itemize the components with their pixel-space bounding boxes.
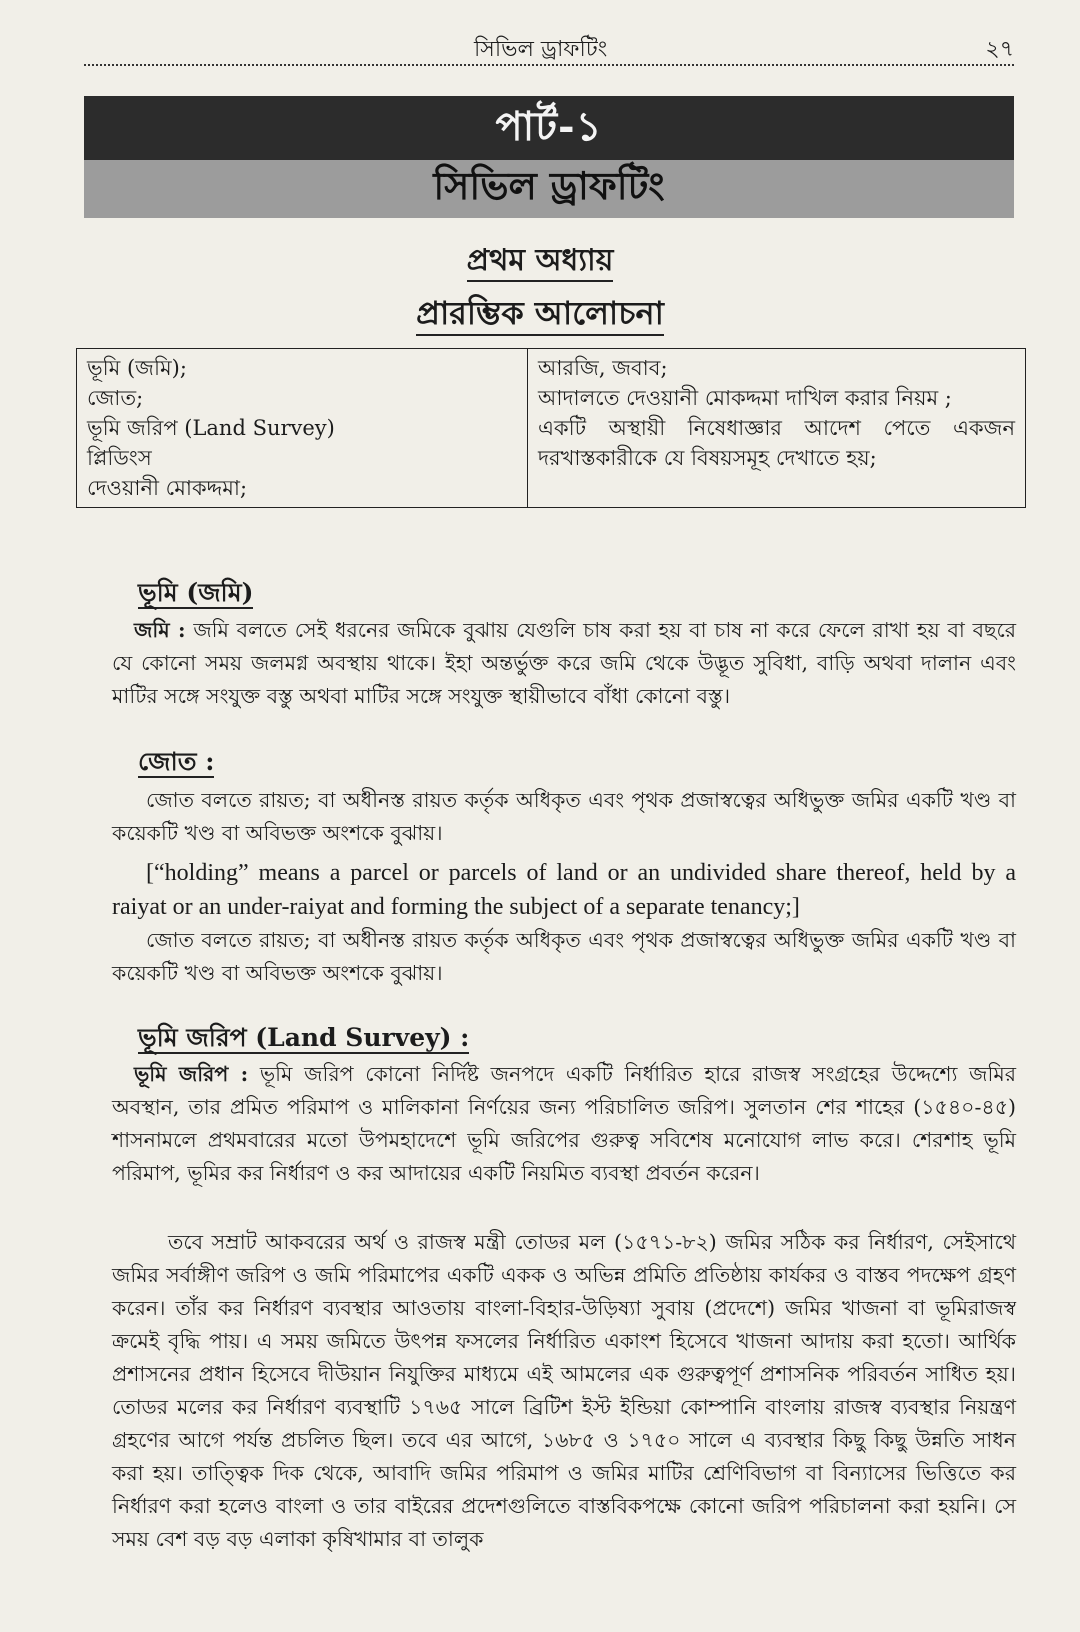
holding-paragraph-2: জোত বলতে রায়ত; বা অধীনস্ত রায়ত কর্তৃক অধিকৃত এবং পৃথক প্রজাস্বত্বের অধিভুক্ত জমির একটি খণ্ড বা কয়েকটি খণ্ড বা অবিভক্ত অংশকে বুঝায়। bbox=[112, 928, 1016, 985]
survey-term: ভূমি জরিপ : bbox=[134, 1062, 249, 1086]
topic-item: আদালতে দেওয়ানী মোকদ্দমা দাখিল করার নিয়ম ; bbox=[538, 386, 952, 410]
topic-item: প্লিডিংস bbox=[87, 446, 152, 470]
topic-item: জোত; bbox=[87, 386, 144, 410]
topics-table bbox=[76, 348, 1026, 508]
survey-paragraph-2: তবে সম্রাট আকবরের অর্থ ও রাজস্ব মন্ত্রী তোডর মল (১৫৭১-৮২) জমির সঠিক কর নির্ধারণ, সেইসাথে জমির সর্বাঙ্গীণ জরিপ ও জমি পরিমাপের একটি একক ও অভিন্ন প্রমিতি প্রতিষ্ঠায় কার্যকর ও বাস্তব পদক্ষেপ গ্রহণ করেন। তাঁর কর নির্ধারণ ব্যবস্থার আওতায় বাংলা-বিহার-উড়িষ্যা সুবায় (প্রদেশে) জমির খাজনা বা ভূমিরাজস্ব ক্রমেই বৃদ্ধি পায়। এ সময় জমিতে উৎপন্ন ফসলের নির্ধারিত একাংশ হিসেবে খাজনা আদায় করা হতো। আর্থিক প্রশাসনের প্রধান হিসেবে দীউয়ান নিযুক্তির মাধ্যমে এই আমলের এক গুরুত্বপূর্ণ প্রশাসনিক পরিবর্তন সাধিত হয়। তোডর মলের কর নির্ধারণ ব্যবস্থাটি ১৭৬৫ সালে ব্রিটিশ ইস্ট ইন্ডিয়া কোম্পানি বাংলায় রাজস্ব ব্যবস্থার নিয়ন্ত্রণ গ্রহণের আগে পর্যন্ত প্রচলিত ছিল। তবে এর আগে, ১৬৮৫ ও ১৭৫০ সালে এ ব্যবস্থার কিছু কিছু উন্নতি সাধন করা হয়। তাত্ত্বিক দিক থেকে, আবাদি জমির পরিমাপ ও জমির মাটির শ্রেণিবিভাগ বা বিন্যাসের ভিত্তিতে কর নির্ধারণ করা হলেও বাংলা ও তার বাইরের প্রদেশগুলিতে বাস্তবিকপক্ষে কোনো জরিপ পরিচালনা করা হয়নি। সে সময় বেশ বড় বড় এলাকা কৃষিখামার বা তালুক bbox=[112, 1230, 1016, 1551]
land-text: জমি বলতে সেই ধরনের জমিকে বুঝায় যেগুলি চাষ করা হয় বা চাষ না করে ফেলে রাখা হয় বা বছরে যে কোনো সময় জলমগ্ন অবস্থায় থাকে। ইহা অন্তর্ভুক্ত করে জমি থেকে উদ্ভূত সুবিধা, বাড়ি অথবা দালান এবং মাটির সঙ্গে সংযুক্ত বস্তু অথবা মাটির সঙ্গে সংযুক্ত স্থায়ীভাবে বাঁধা কোনো বস্তু। bbox=[112, 618, 1016, 708]
survey-text-1: ভূমি জরিপ কোনো নির্দিষ্ট জনপদে একটি নির্ধারিত হারে রাজস্ব সংগ্রহের উদ্দেশ্যে জমির অবস্থান, তার প্রমিত পরিমাপ ও মালিকানা নির্ণয়ের জন্য পরিচালিত জরিপ। সুলতান শের শাহের (১৫৪০-৪৫) শাসনামলে প্রথমবারের মতো উপমহাদেশে ভূমি জরিপের গুরুত্ব সবিশেষ মনোযোগ লাভ করে। শেরশাহ ভূমি পরিমাপ, ভূমির কর নির্ধারণ ও কর আদায়ের একটি নিয়মিত ব্যবস্থা প্রবর্তন করেন। bbox=[112, 1062, 1016, 1185]
topics-left-column bbox=[77, 349, 528, 508]
subject-band bbox=[84, 160, 1014, 218]
page-number: ২৭ bbox=[985, 37, 1014, 62]
survey-paragraph-1 bbox=[112, 1058, 1016, 1190]
topic-item: দরখাস্তকারীকে যে বিষয়সমূহ দেখাতে হয়; bbox=[538, 446, 877, 470]
subject-title: সিভিল ড্রাফটিং bbox=[433, 163, 665, 208]
holding-paragraph-1: জোত বলতে রায়ত; বা অধীনস্ত রায়ত কর্তৃক অধিকৃত এবং পৃথক প্রজাস্বত্বের অধিভুক্ত জমির একটি খণ্ড বা কয়েকটি খণ্ড বা অবিভক্ত অংশকে বুঝায়। bbox=[112, 788, 1016, 845]
section-heading-survey: ভূমি জরিপ (Land Survey) : bbox=[138, 1023, 470, 1052]
topics-right-column bbox=[528, 349, 1026, 508]
land-term: জমি : bbox=[134, 618, 186, 642]
running-title: সিভিল ড্রাফটিং bbox=[474, 37, 608, 62]
part-title: পার্ট-১ bbox=[495, 102, 603, 150]
land-paragraph bbox=[112, 614, 1016, 713]
topic-item: ভূমি জরিপ (Land Survey) bbox=[87, 416, 335, 440]
section-heading-land: ভূমি (জমি) bbox=[138, 578, 254, 607]
topic-item: দেওয়ানী মোকদ্দমা; bbox=[87, 476, 248, 500]
section-heading-holding: জোত : bbox=[138, 747, 215, 776]
chapter-subtitle: প্রারম্ভিক আলোচনা bbox=[0, 288, 1080, 342]
running-header bbox=[84, 28, 1014, 66]
holding-english-definition: [“holding” means a parcel or parcels of land or an undivided share thereof, held by a raiyat or an under-raiyat and forming the subject of a separate tenancy;] bbox=[112, 860, 1016, 920]
topic-item: আরজি, জবাব; bbox=[538, 356, 668, 380]
chapter-title: প্রথম অধ্যায় bbox=[0, 236, 1080, 287]
topic-item: একটি অস্থায়ী নিষেধাজ্ঞার আদেশ পেতে একজন bbox=[538, 416, 1015, 440]
topic-item: ভূমি (জমি); bbox=[87, 356, 187, 380]
part-band bbox=[84, 96, 1014, 160]
